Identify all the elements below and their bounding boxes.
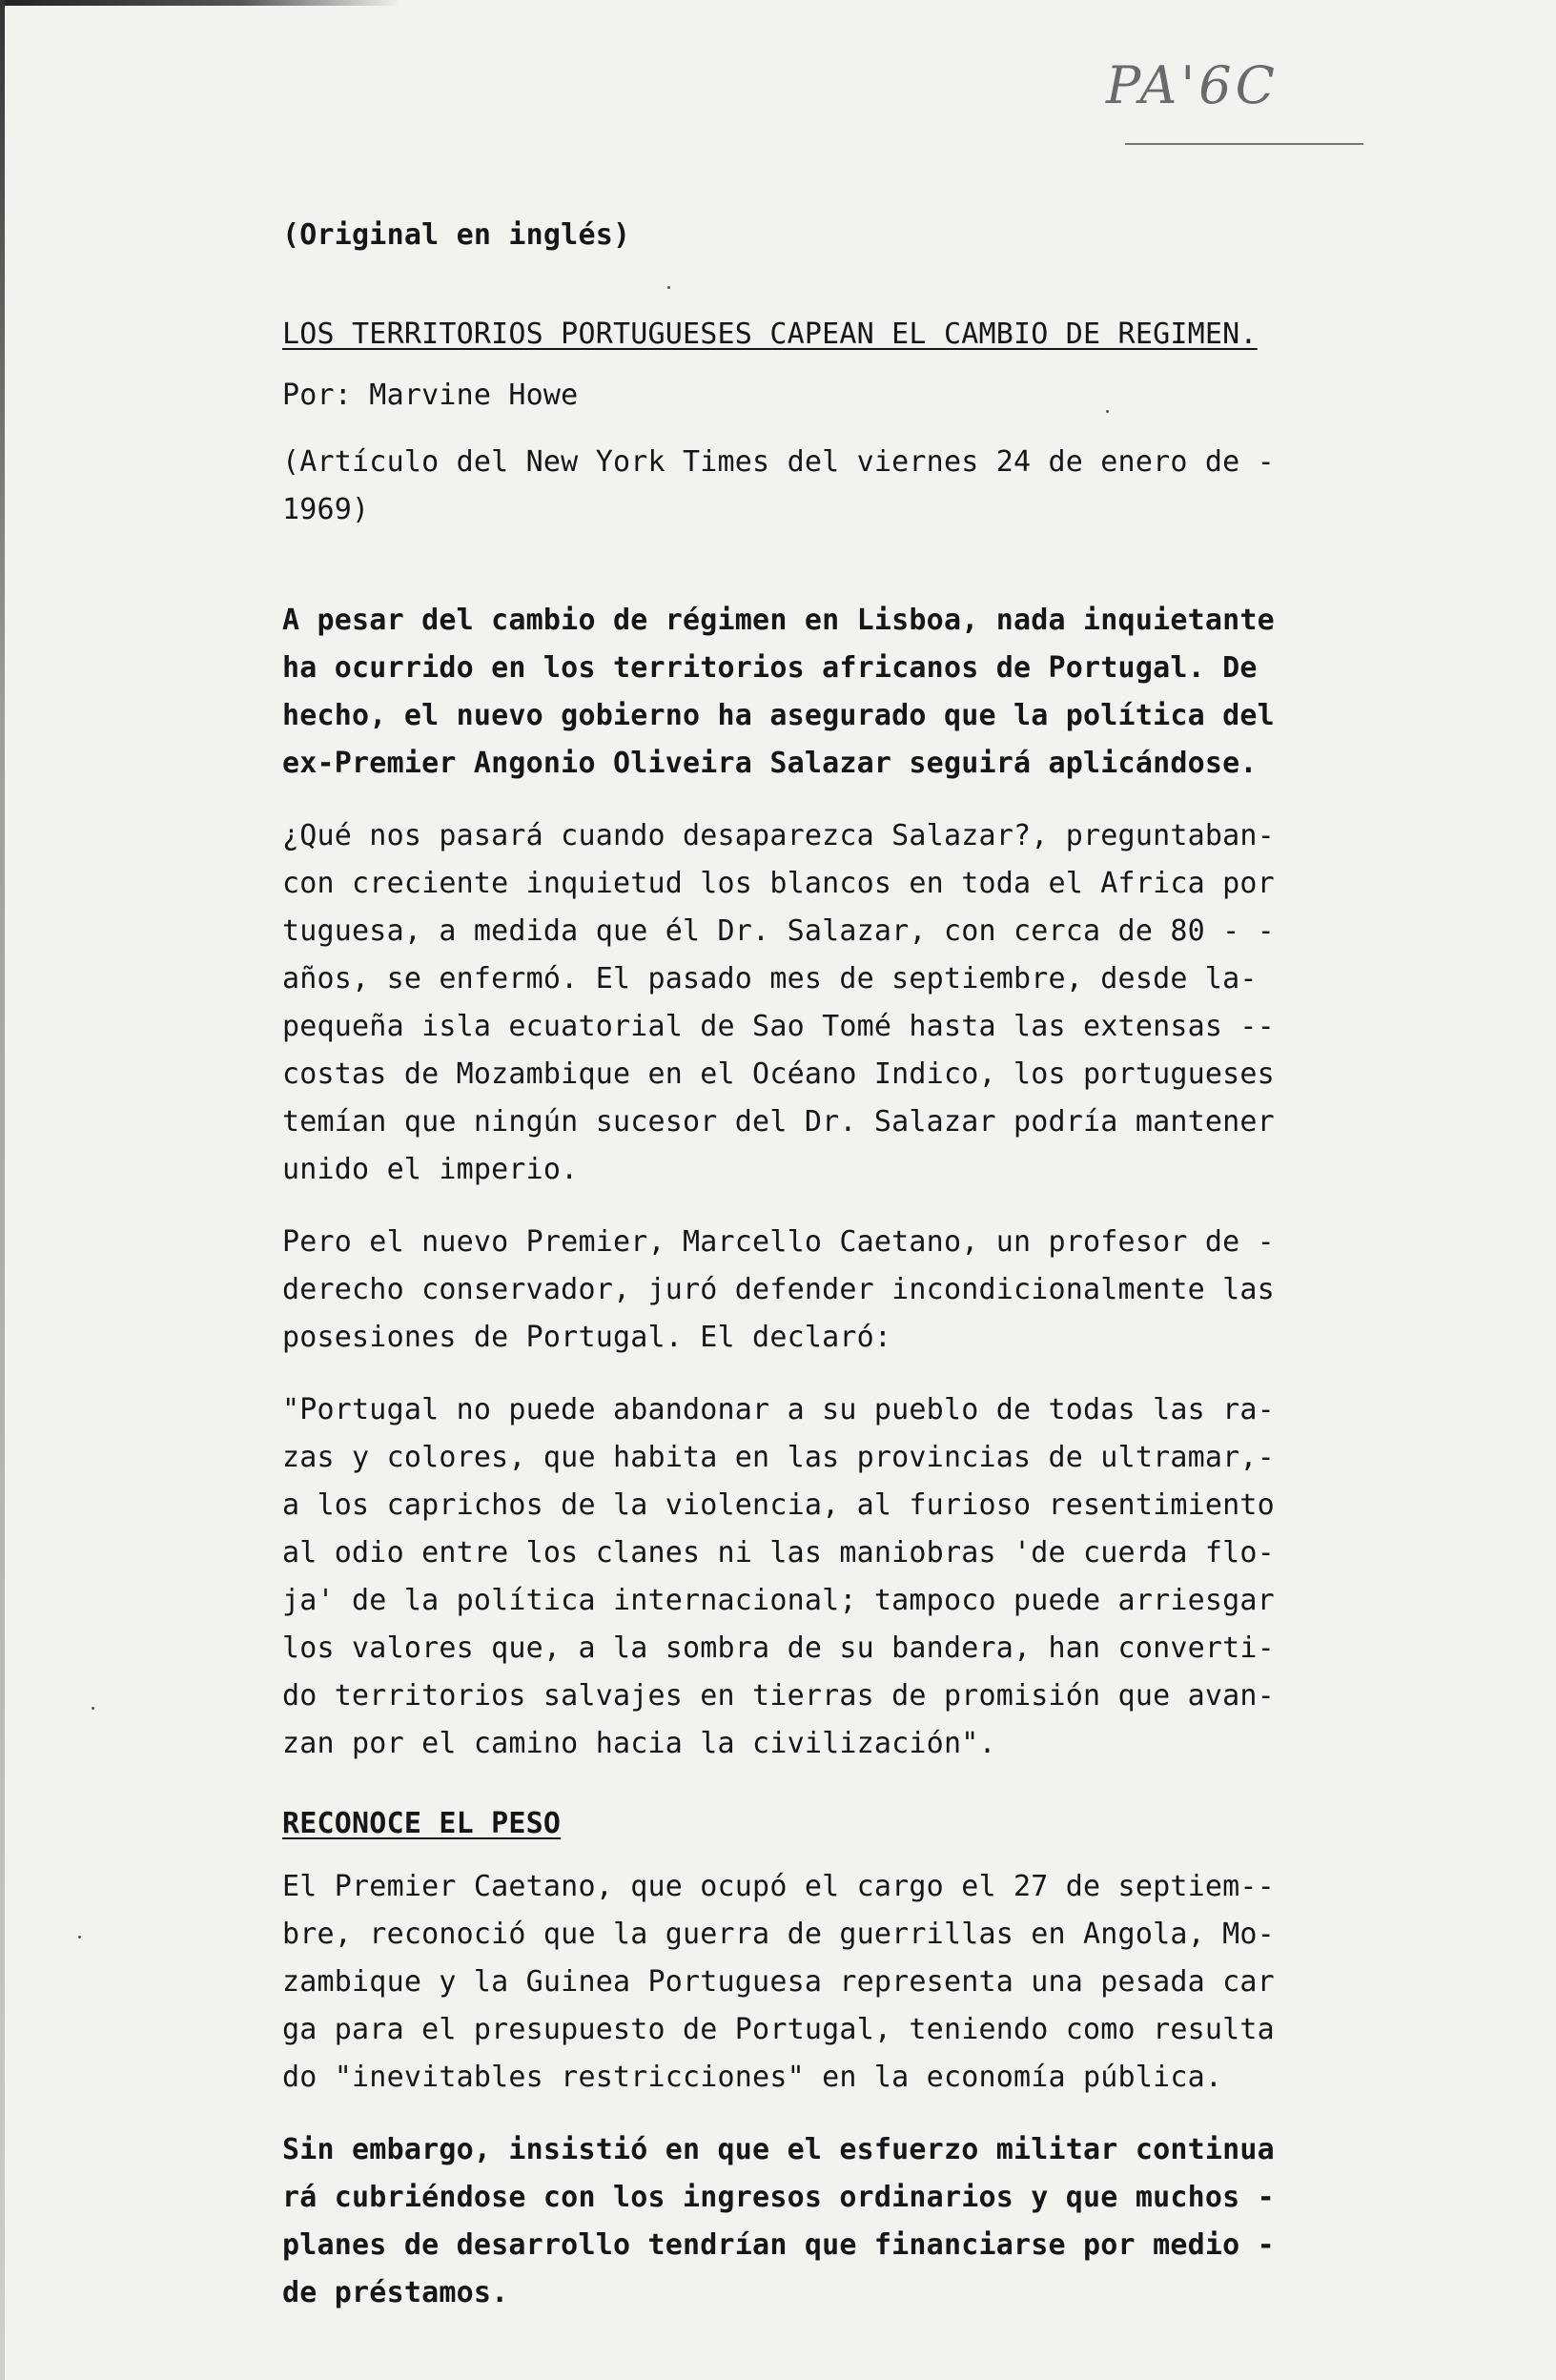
paragraph-1-line: ha ocurrido en los territorios africanos de Portugal. De bbox=[282, 651, 1258, 685]
paragraph-3-line: posesiones de Portugal. El declaró: bbox=[282, 1321, 892, 1354]
paragraph-2-line: unido el imperio. bbox=[282, 1153, 579, 1186]
quote-line: a los caprichos de la violencia, al furioso resentimiento bbox=[282, 1488, 1275, 1522]
scan-speck bbox=[92, 1707, 94, 1710]
paragraph-6-line: Sin embargo, insistió en que el esfuerzo militar continua bbox=[282, 2133, 1275, 2166]
paragraph-2-line: tuguesa, a medida que él Dr. Salazar, con cerca de 80 - - bbox=[282, 914, 1275, 948]
paragraph-5-line: ga para el presupuesto de Portugal, teniendo como resulta bbox=[282, 2013, 1275, 2046]
paragraph-2-line: pequeña isla ecuatorial de Sao Tomé hasta las extensas -- bbox=[282, 1010, 1275, 1043]
page-edge-shadow-left bbox=[0, 0, 5, 2380]
section-subheading: RECONOCE EL PESO bbox=[282, 1807, 562, 1840]
quote-line: ja' de la política internacional; tampoco puede arriesgar bbox=[282, 1584, 1275, 1617]
paragraph-2-line: años, se enfermó. El pasado mes de septiembre, desde la- bbox=[282, 962, 1258, 995]
page-edge-shadow-top bbox=[0, 0, 400, 6]
scan-speck bbox=[1106, 410, 1109, 413]
stamp-underline bbox=[1125, 143, 1363, 145]
paragraph-5-line: zambique y la Guinea Portuguesa representa una pesada car bbox=[282, 1965, 1275, 1999]
paragraph-3-line: derecho conservador, juró defender incondicionalmente las bbox=[282, 1273, 1275, 1306]
paragraph-5-line: El Premier Caetano, que ocupó el cargo el 27 de septiem-- bbox=[282, 1870, 1275, 1903]
paragraph-6-line: planes de desarrollo tendrían que financiarse por medio - bbox=[282, 2228, 1275, 2262]
scan-speck bbox=[78, 1936, 81, 1939]
paragraph-1-line: hecho, el nuevo gobierno ha asegurado que la política del bbox=[282, 699, 1275, 732]
paragraph-2-line: ¿Qué nos pasará cuando desaparezca Salazar?, preguntaban- bbox=[282, 819, 1275, 852]
paragraph-6-line: rá cubriéndose con los ingresos ordinarios y que muchos - bbox=[282, 2181, 1275, 2214]
original-language-note: (Original en inglés) bbox=[282, 218, 631, 252]
source-line-1: (Artículo del New York Times del viernes 24 de enero de - bbox=[282, 445, 1275, 479]
paragraph-1-line: ex-Premier Angonio Oliveira Salazar seguirá aplicándose. bbox=[282, 747, 1258, 780]
byline: Por: Marvine Howe bbox=[282, 379, 579, 412]
paragraph-2-line: temían que ningún sucesor del Dr. Salazar podría mantener bbox=[282, 1105, 1275, 1139]
quote-line: do territorios salvajes en tierras de promisión que avan- bbox=[282, 1679, 1275, 1713]
handwritten-stamp: PA'6C bbox=[1106, 55, 1279, 115]
paragraph-1-line: A pesar del cambio de régimen en Lisboa, nada inquietante bbox=[282, 604, 1275, 637]
scan-speck bbox=[667, 286, 670, 289]
paragraph-6-line: de préstamos. bbox=[282, 2276, 509, 2309]
paragraph-5-line: do "inevitables restricciones" en la economía pública. bbox=[282, 2061, 1223, 2094]
paragraph-2-line: con creciente inquietud los blancos en toda el Africa por bbox=[282, 867, 1275, 900]
paragraph-3-line: Pero el nuevo Premier, Marcello Caetano, un profesor de - bbox=[282, 1225, 1275, 1259]
quote-line: los valores que, a la sombra de su bandera, han converti- bbox=[282, 1631, 1275, 1665]
quote-line: zan por el camino hacia la civilización". bbox=[282, 1727, 996, 1760]
paragraph-2-line: costas de Mozambique en el Océano Indico, los portugueses bbox=[282, 1057, 1275, 1091]
document-title: LOS TERRITORIOS PORTUGUESES CAPEAN EL CAMBIO DE REGIMEN. bbox=[282, 318, 1258, 351]
quote-line: zas y colores, que habita en las provincias de ultramar,- bbox=[282, 1441, 1275, 1474]
quote-line: al odio entre los clanes ni las maniobras 'de cuerda flo- bbox=[282, 1536, 1275, 1570]
paragraph-5-line: bre, reconoció que la guerra de guerrillas en Angola, Mo- bbox=[282, 1918, 1275, 1951]
quote-line: "Portugal no puede abandonar a su pueblo de todas las ra- bbox=[282, 1393, 1275, 1426]
source-line-2: 1969) bbox=[282, 493, 370, 526]
